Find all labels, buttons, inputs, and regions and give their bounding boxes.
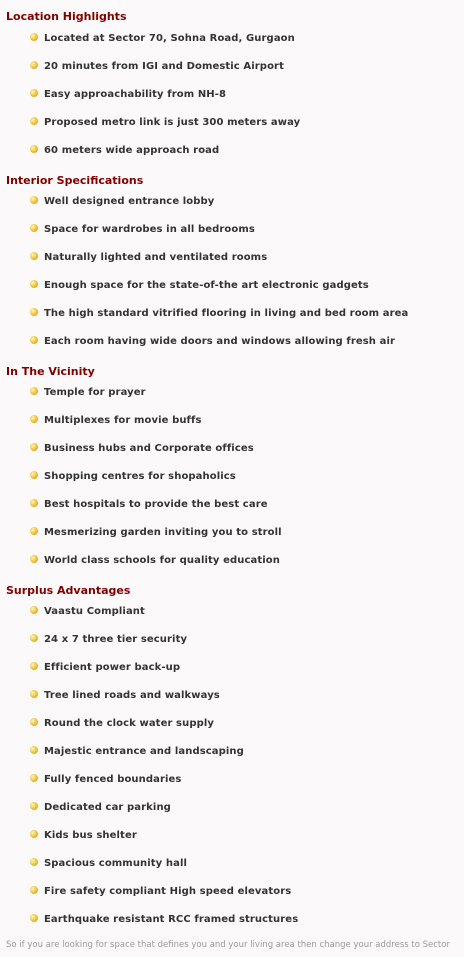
bullet-dot-icon [30,527,38,535]
footer-paragraph: So if you are looking for space that defines you and your living area then change your address to Sector [6,940,450,950]
list-item: Dedicated car parking [30,800,171,814]
bullet-dot-icon [30,802,38,810]
list-item: Located at Sector 70, Sohna Road, Gurgaon [30,31,295,45]
list-item: Space for wardrobes in all bedrooms [30,222,255,236]
list-item: Business hubs and Corporate offices [30,441,254,455]
bullet-dot-icon [30,89,38,97]
list-item: Multiplexes for movie buffs [30,413,202,427]
bullet-dot-icon [30,224,38,232]
bullet-dot-icon [30,830,38,838]
list-item: Efficient power back-up [30,660,180,674]
bullet-dot-icon [30,718,38,726]
bullet-dot-icon [30,252,38,260]
bullet-dot-icon [30,387,38,395]
bullet-dot-icon [30,415,38,423]
bullet-dot-icon [30,858,38,866]
bullet-dot-icon [30,914,38,922]
list-item: Each room having wide doors and windows allowing fresh air [30,334,395,348]
list-item: Shopping centres for shopaholics [30,469,236,483]
list-item: Earthquake resistant RCC framed structures [30,912,298,926]
section-title-interior-specifications: Interior Specifications [6,174,144,187]
bullet-dot-icon [30,634,38,642]
list-item: Fire safety compliant High speed elevators [30,884,291,898]
list-item: Well designed entrance lobby [30,194,214,208]
bullet-dot-icon [30,196,38,204]
list-item: Easy approachability from NH-8 [30,87,226,101]
bullet-dot-icon [30,145,38,153]
list-item: World class schools for quality education [30,553,280,567]
bullet-dot-icon [30,33,38,41]
bullet-dot-icon [30,443,38,451]
list-item: 20 minutes from IGI and Domestic Airport [30,59,284,73]
bullet-dot-icon [30,117,38,125]
bullet-dot-icon [30,746,38,754]
list-item: Majestic entrance and landscaping [30,744,244,758]
list-item: Fully fenced boundaries [30,772,181,786]
bullet-dot-icon [30,471,38,479]
bullet-dot-icon [30,886,38,894]
list-item: Naturally lighted and ventilated rooms [30,250,267,264]
list-item: Enough space for the state-of-the art electronic gadgets [30,278,369,292]
list-item: Tree lined roads and walkways [30,688,220,702]
list-item: Round the clock water supply [30,716,214,730]
list-item: Best hospitals to provide the best care [30,497,268,511]
bullet-dot-icon [30,499,38,507]
list-item: Mesmerizing garden inviting you to stroll [30,525,282,539]
bullet-dot-icon [30,61,38,69]
bullet-dot-icon [30,555,38,563]
list-item: Proposed metro link is just 300 meters away [30,115,300,129]
bullet-dot-icon [30,280,38,288]
bullet-dot-icon [30,336,38,344]
section-title-surplus-advantages: Surplus Advantages [6,584,131,597]
bullet-dot-icon [30,690,38,698]
list-item: Temple for prayer [30,385,146,399]
list-item: Kids bus shelter [30,828,137,842]
bullet-dot-icon [30,308,38,316]
bullet-dot-icon [30,606,38,614]
section-title-in-the-vicinity: In The Vicinity [6,365,95,378]
list-item: 60 meters wide approach road [30,143,219,157]
list-item: Vaastu Compliant [30,604,145,618]
section-title-location-highlights: Location Highlights [6,10,127,23]
list-item: The high standard vitrified flooring in living and bed room area [30,306,408,320]
list-item: Spacious community hall [30,856,187,870]
bullet-dot-icon [30,774,38,782]
bullet-dot-icon [30,662,38,670]
list-item: 24 x 7 three tier security [30,632,187,646]
